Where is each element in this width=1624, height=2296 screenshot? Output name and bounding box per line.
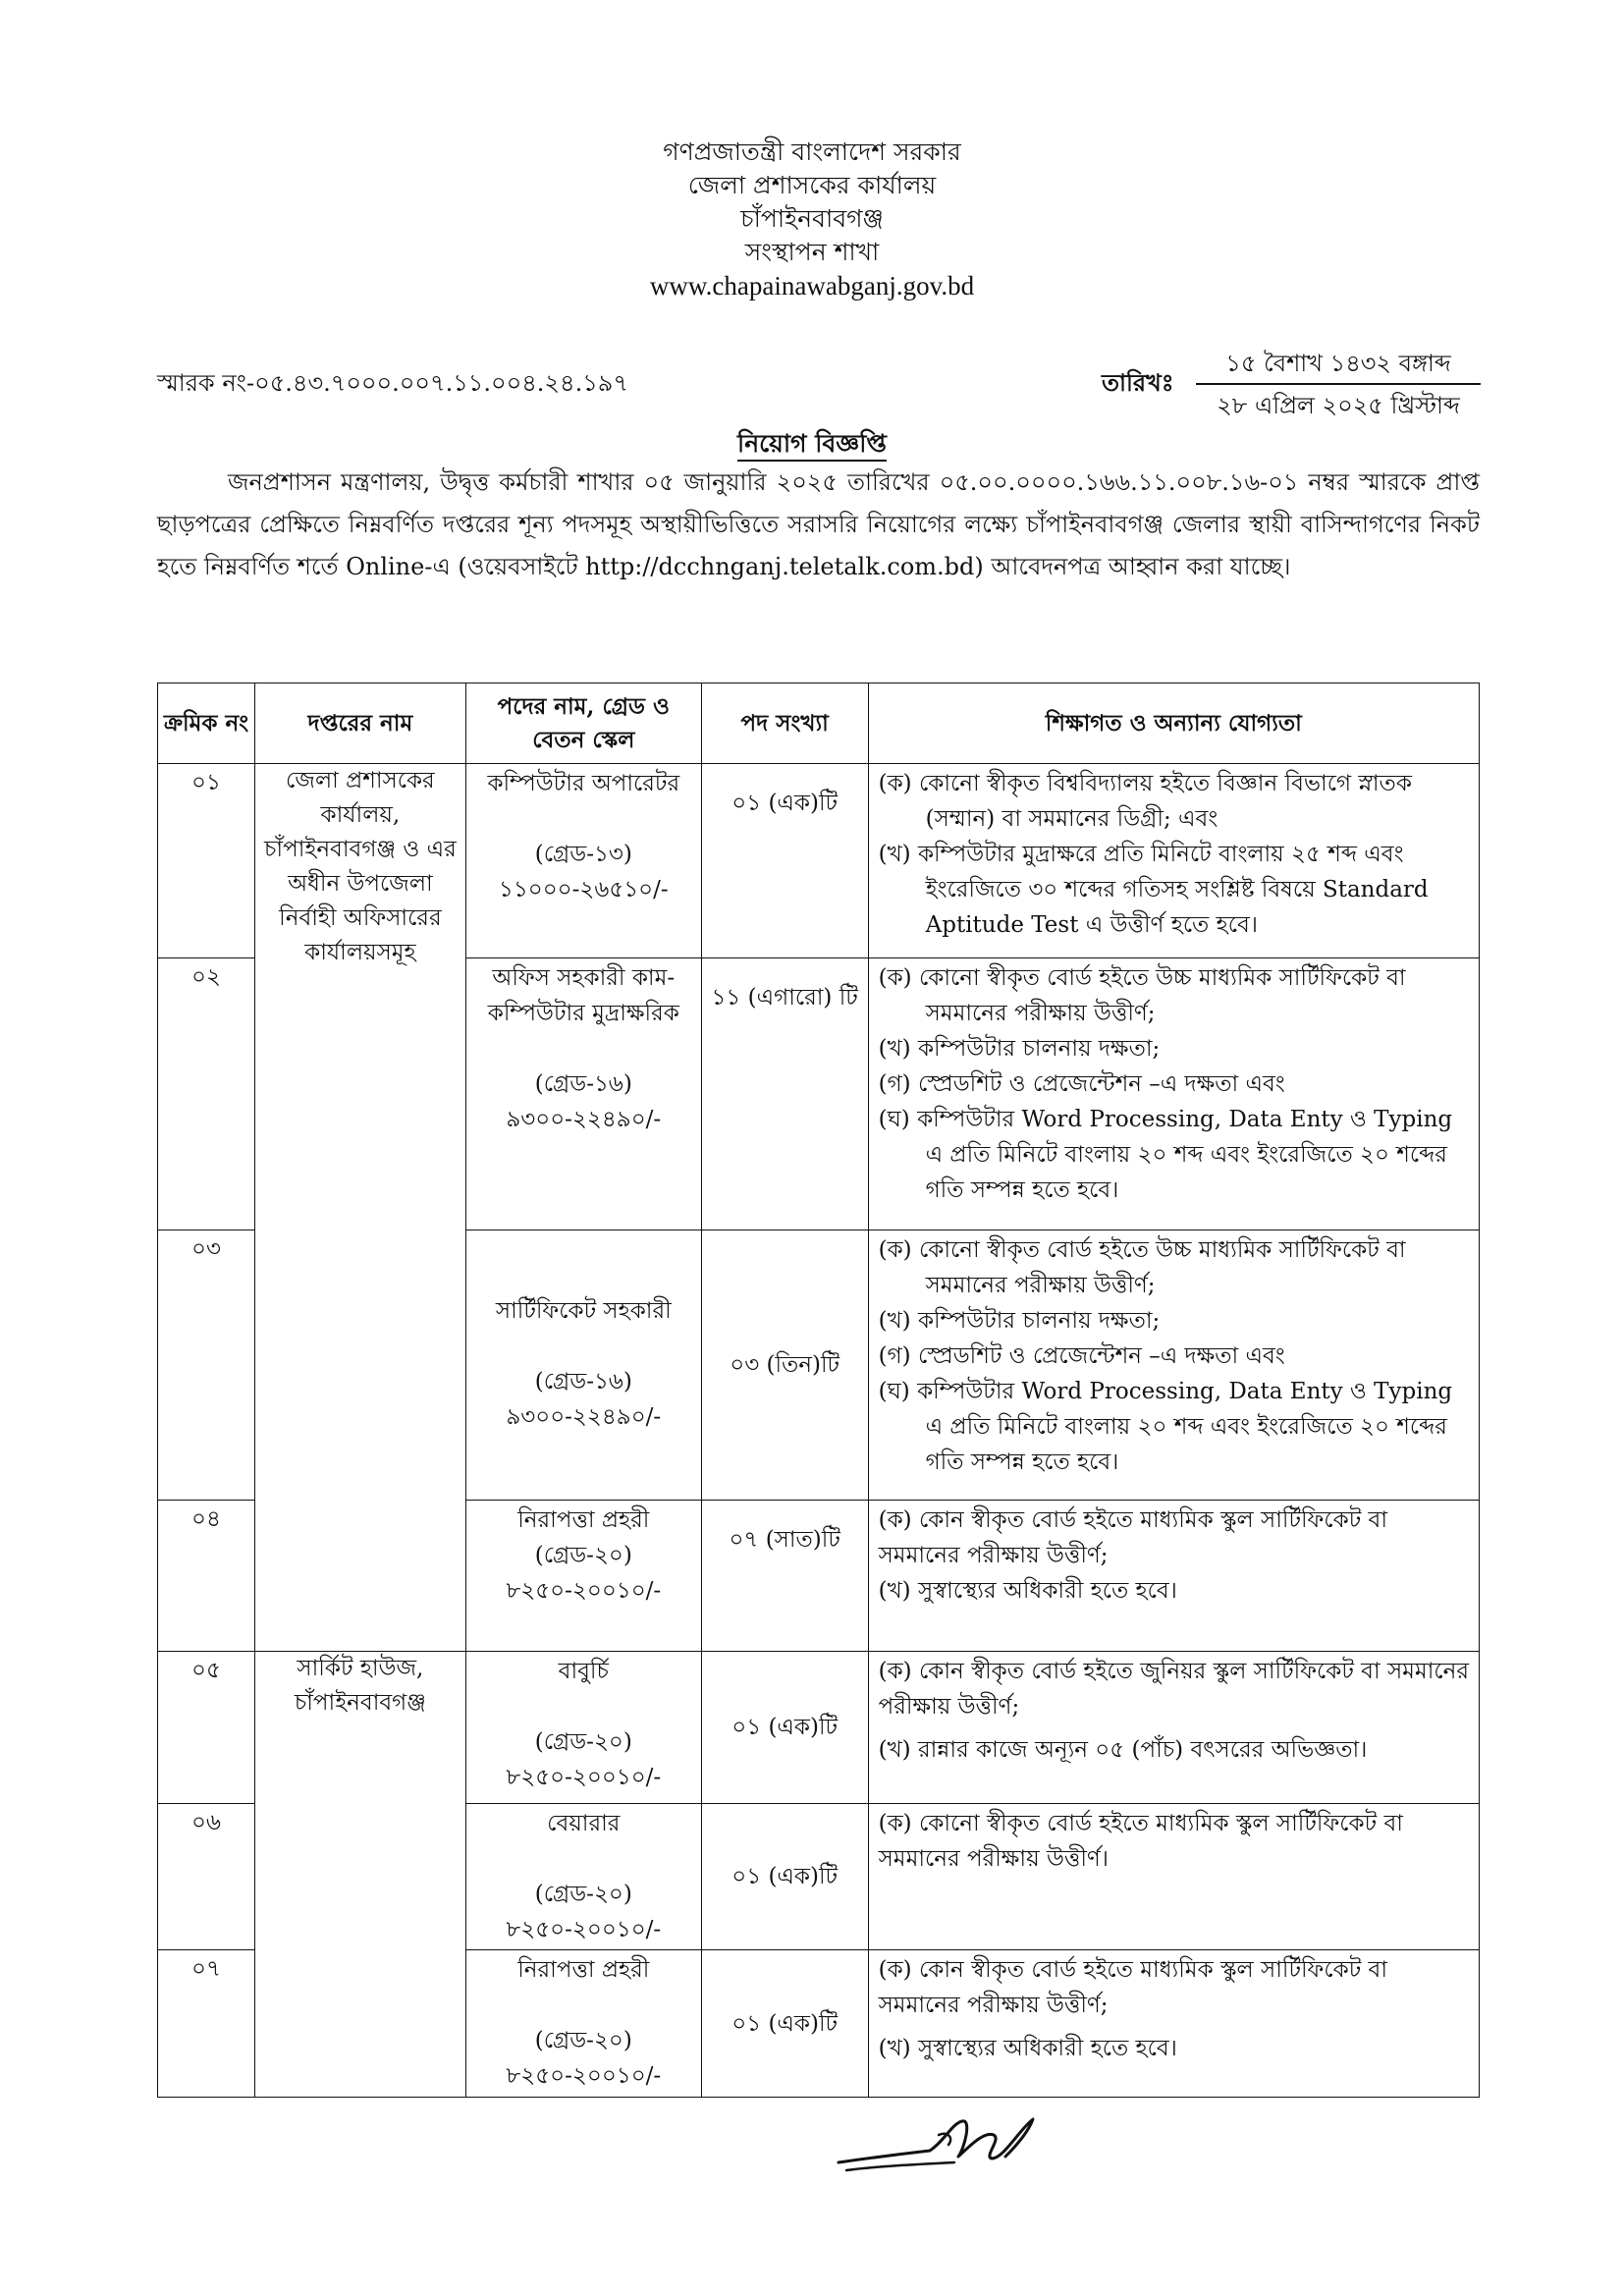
qualification-item: (গ) স্প্রেডশিট ও প্রেজেন্টেশন –এ দক্ষতা এবং <box>878 1071 1285 1097</box>
count-cell: ০১ (এক)টি <box>701 764 868 958</box>
post-grade: (গ্রেড-১৬) <box>534 1369 632 1394</box>
qualification-item: (খ) কম্পিউটার মুদ্রাক্ষরে প্রতি মিনিটে বাংলায় ২৫ শব্দ এবং ইংরেজিতে ৩০ শব্দের গতিসহ সংশ্লিষ্ট বিষয়ে Standard Aptitude Test এ উত্তীর্ণ হতে হবে। <box>878 842 1429 938</box>
post-name: নিরাপত্তা প্রহরী <box>517 1957 650 1983</box>
header-count: পদ সংখ্যা <box>701 683 868 764</box>
post-name: বেয়ারার <box>547 1811 621 1836</box>
memo-number: স্মারক নং-০৫.৪৩.৭০০০.০০৭.১১.০০৪.২৪.১৯৭ <box>157 369 628 397</box>
qualification-item: (গ) স্প্রেডশিট ও প্রেজেন্টেশন –এ দক্ষতা এবং <box>878 1343 1285 1369</box>
count-cell: ০৩ (তিন)টি <box>701 1230 868 1501</box>
section-name: সংস্থাপন শাখা <box>744 238 880 266</box>
serial-cell: ০৬ <box>158 1804 255 1950</box>
qualification-item: (ক) কোন স্বীকৃত বোর্ড হইতে মাধ্যমিক স্কুল সার্টিফিকেট বা সমমানের পরীক্ষায় উত্তীর্ণ; <box>878 1507 1388 1568</box>
post-scale: ৯৩০০-২২৪৯০/- <box>506 1404 662 1430</box>
date-bangla: ১৫ বৈশাখ ১৪৩২ বঙ্গাব্দ <box>1196 346 1481 385</box>
count-cell: ০৭ (সাত)টি <box>701 1501 868 1652</box>
post-scale: ৮২৫০-২০০১০/- <box>506 1765 662 1790</box>
table-header-row <box>158 683 1480 764</box>
qualification-item: (ক) কোন স্বীকৃত বোর্ড হইতে মাধ্যমিক স্কুল সার্টিফিকেট বা সমমানের পরীক্ষায় উত্তীর্ণ; <box>878 1957 1388 2018</box>
vacancy-table <box>157 683 1480 2098</box>
count-cell: ১১ (এগারো) টি <box>701 958 868 1230</box>
qualification-item: (ক) কোন স্বীকৃত বোর্ড হইতে জুনিয়র স্কুল সার্টিফিকেট বা সমমানের পরীক্ষায় উত্তীর্ণ; <box>878 1659 1469 1720</box>
serial-cell: ০৩ <box>158 1230 255 1501</box>
qualification-cell <box>868 764 1479 958</box>
post-name: কম্পিউটার অপারেটর <box>487 771 680 796</box>
letterhead <box>0 136 1624 302</box>
qualification-item: (ক) কোনো স্বীকৃত বোর্ড হইতে মাধ্যমিক স্কুল সার্টিফিকেট বা সমমানের পরীক্ষায় উত্তীর্ণ। <box>878 1811 1403 1872</box>
qualification-item: (খ) রান্নার কাজে অন্যূন ০৫ (পাঁচ) বৎসরের অভিজ্ঞতা। <box>878 1737 1368 1763</box>
qualification-item: (ঘ) কম্পিউটার Word Processing, Data Enty ও Typing এ প্রতি মিনিটে বাংলায় ২০ শব্দ এবং ইংরেজিতে ২০ শব্দের গতি সম্পন্ন হতে হবে। <box>878 1379 1453 1475</box>
qualification-item: (ঘ) কম্পিউটার Word Processing, Data Enty ও Typing এ প্রতি মিনিটে বাংলায় ২০ শব্দ এবং ইংরেজিতে ২০ শব্দের গতি সম্পন্ন হতে হবে। <box>878 1107 1453 1203</box>
post-grade: (গ্রেড-২০) <box>534 1729 632 1755</box>
header-qualification: শিক্ষাগত ও অন্যান্য যোগ্যতা <box>868 683 1479 764</box>
intro-paragraph: জনপ্রশাসন মন্ত্রণালয়, উদ্বৃত্ত কর্মচারী শাখার ০৫ জানুয়ারি ২০২৫ তারিখের ০৫.০০.০০০০.১৬৬.১১.০০৮.১৬-০১ নম্বর স্মারকে প্রাপ্ত ছাড়পত্রের প্রেক্ষিতে নিম্নবর্ণিত দপ্তরের শূন্য পদসমূহ অস্থায়ীভিত্তিতে সরাসরি নিয়োগের লক্ষ্যে চাঁপাইনবাবগঞ্জ জেলার স্থায়ী বাসিন্দাগণের নিকট হতে নিম্নবর্ণিত শর্তে Online-এ (ওয়েবসাইটে http://dcchnganj.teletalk.com.bd) আবেদনপত্র আহ্বান করা যাচ্ছে। <box>157 468 1480 580</box>
post-scale: ৮২৫০-২০০১০/- <box>506 2063 662 2089</box>
post-cell <box>465 1950 701 2098</box>
post-grade: (গ্রেড-২০) <box>534 1882 632 1907</box>
signature-image <box>837 2102 1048 2180</box>
post-scale: ৮২৫০-২০০১০/- <box>506 1578 662 1604</box>
post-cell <box>465 1230 701 1501</box>
notice-title <box>0 424 1624 466</box>
post-name: অফিস সহকারী কাম-কম্পিউটার মুদ্রাক্ষরিক <box>487 965 679 1026</box>
office-cell-dc: জেলা প্রশাসকের কার্যালয়, চাঁপাইনবাবগঞ্জ ও এর অধীন উপজেলা নির্বাহী অফিসারের কার্যালয়সমূহ <box>254 764 465 1652</box>
qualification-item: (ক) কোনো স্বীকৃত বোর্ড হইতে উচ্চ মাধ্যমিক সার্টিফিকেট বা সমমানের পরীক্ষায় উত্তীর্ণ; <box>878 1237 1406 1298</box>
post-name: সার্টিফিকেট সহকারী <box>495 1298 672 1324</box>
qualification-cell <box>868 1230 1479 1501</box>
count-cell: ০১ (এক)টি <box>701 1950 868 2098</box>
post-grade: (গ্রেড-১৬) <box>534 1071 632 1097</box>
qualification-cell <box>868 1950 1479 2098</box>
qualification-item: (খ) কম্পিউটার চালনায় দক্ষতা; <box>878 1308 1161 1334</box>
count-cell: ০১ (এক)টি <box>701 1652 868 1804</box>
date-label: তারিখঃ <box>1102 368 1174 397</box>
qualification-cell <box>868 958 1479 1230</box>
header-office: দপ্তরের নাম <box>254 683 465 764</box>
office-name: জেলা প্রশাসকের কার্যালয় <box>687 171 937 199</box>
qualification-cell <box>868 1501 1479 1652</box>
qualification-item: (ক) কোনো স্বীকৃত বিশ্ববিদ্যালয় হইতে বিজ্ঞান বিভাগে স্নাতক (সম্মান) বা সমমানের ডিগ্রী; এবং <box>878 771 1412 832</box>
post-cell <box>465 1501 701 1652</box>
post-grade: (গ্রেড-১৩) <box>534 842 632 867</box>
qualification-cell <box>868 1652 1479 1804</box>
post-cell <box>465 958 701 1230</box>
serial-cell: ০৫ <box>158 1652 255 1804</box>
date-english: ২৮ এপ্রিল ২০২৫ খ্রিস্টাব্দ <box>1217 392 1460 419</box>
post-scale: ১১০০০-২৬৫১০/- <box>498 877 669 902</box>
table-row <box>158 764 1480 958</box>
post-grade: (গ্রেড-২০) <box>534 1543 632 1568</box>
count-cell: ০১ (এক)টি <box>701 1804 868 1950</box>
date-block <box>1196 346 1481 424</box>
notice-title-text: নিয়োগ বিজ্ঞপ্তি <box>737 429 887 462</box>
post-scale: ৯৩০০-২২৪৯০/- <box>506 1107 662 1132</box>
qualification-item: (ক) কোনো স্বীকৃত বোর্ড হইতে উচ্চ মাধ্যমিক সার্টিফিকেট বা সমমানের পরীক্ষায় উত্তীর্ণ; <box>878 965 1406 1026</box>
post-name: নিরাপত্তা প্রহরী <box>517 1507 650 1533</box>
post-name: বাবুর্চি <box>558 1659 609 1684</box>
post-cell <box>465 1804 701 1950</box>
header-serial: ক্রমিক নং <box>158 683 255 764</box>
post-cell <box>465 764 701 958</box>
post-scale: ৮২৫০-২০০১০/- <box>506 1917 662 1942</box>
office-cell-circuit-house: সার্কিট হাউজ, চাঁপাইনবাবগঞ্জ <box>254 1652 465 2098</box>
header-post: পদের নাম, গ্রেড ও বেতন স্কেল <box>465 683 701 764</box>
qualification-item: (খ) সুস্বাস্থ্যের অধিকারী হতে হবে। <box>878 1578 1177 1604</box>
post-grade: (গ্রেড-২০) <box>534 2028 632 2053</box>
district-name: চাঁপাইনবাবগঞ্জ <box>740 204 884 233</box>
website-link[interactable]: www.chapainawabganj.gov.bd <box>649 271 975 301</box>
table-row <box>158 1652 1480 1804</box>
serial-cell: ০৭ <box>158 1950 255 2098</box>
qualification-item: (খ) সুস্বাস্থ্যের অধিকারী হতে হবে। <box>878 2036 1177 2061</box>
govt-name: গণপ্রজাতন্ত্রী বাংলাদেশ সরকার <box>663 137 961 166</box>
serial-cell: ০৪ <box>158 1501 255 1652</box>
post-cell <box>465 1652 701 1804</box>
serial-cell: ০২ <box>158 958 255 1230</box>
qualification-cell <box>868 1804 1479 1950</box>
serial-cell: ০১ <box>158 764 255 958</box>
qualification-item: (খ) কম্পিউটার চালনায় দক্ষতা; <box>878 1036 1161 1062</box>
